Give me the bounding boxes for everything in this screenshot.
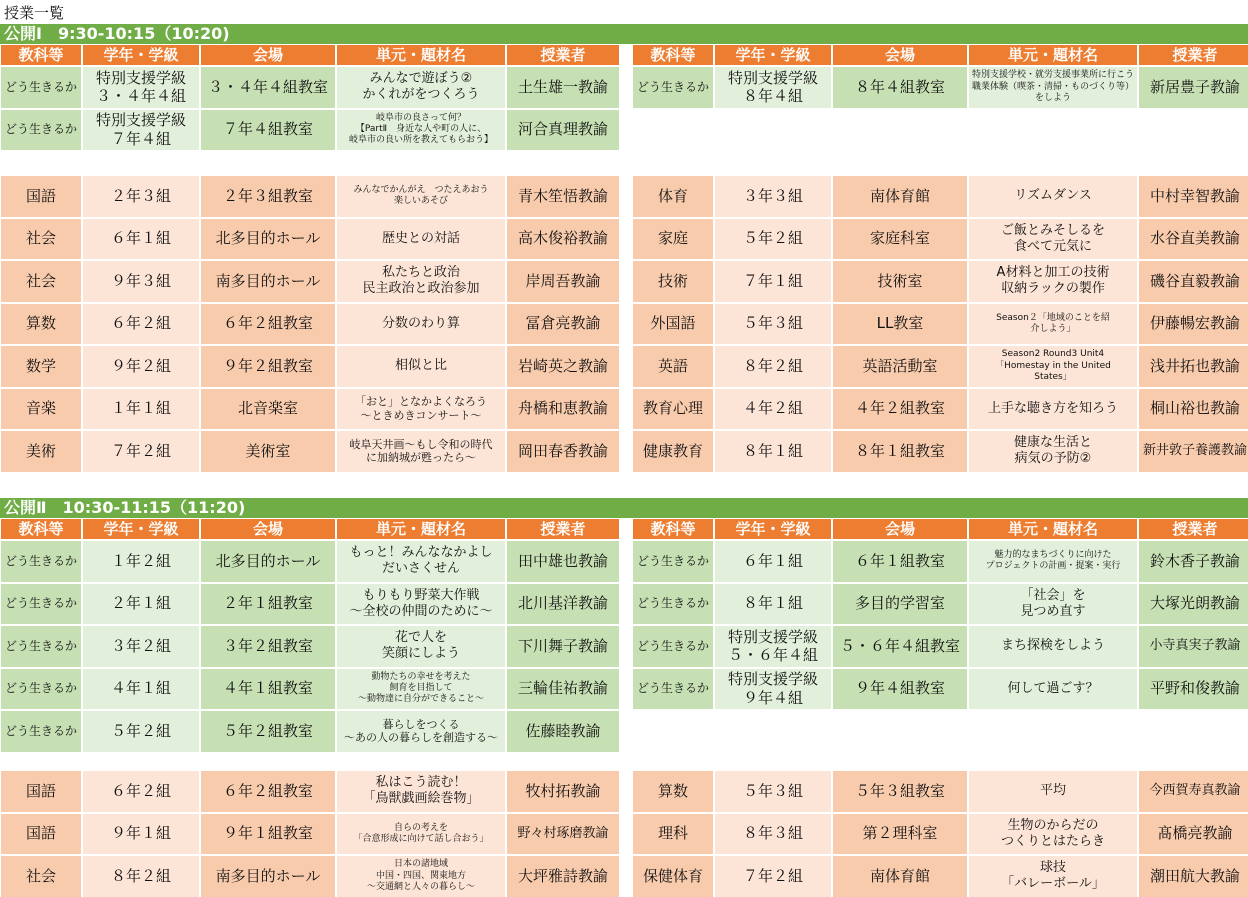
- cell-unit: まち探検をしよう: [969, 626, 1137, 667]
- cell-unit: 動物たちの幸せを考えた 飼育を目指して ～動物達に自分ができること～: [337, 669, 505, 710]
- cell-class: ９年１組: [83, 814, 199, 855]
- header-unit: 単元・題材名: [969, 519, 1137, 539]
- cell-subject: どう生きるか: [1, 541, 81, 582]
- header-subject: 教科等: [1, 519, 81, 539]
- cell-subject: 国語: [1, 771, 81, 812]
- cell-unit: もりもり野菜大作戦 ～全校の仲間のために～: [337, 584, 505, 625]
- cell-venue: ８年１組教室: [833, 431, 967, 472]
- cell-unit: Season2 Round3 Unit4 「Homestay in the United States」: [969, 346, 1137, 387]
- cell-subject: 社会: [1, 856, 81, 897]
- cell-class: 特別支援学級 ７年４組: [83, 110, 199, 151]
- cell-class: １年２組: [83, 541, 199, 582]
- cell-unit: 生物のからだの つくりとはたらき: [969, 814, 1137, 855]
- cell-class: ９年２組: [83, 346, 199, 387]
- header-unit: 単元・題材名: [337, 45, 505, 65]
- cell-teacher: 大坪雅詩教諭: [507, 856, 619, 897]
- cell-unit: 「社会」を 見つめ直す: [969, 584, 1137, 625]
- cell-unit: 暮らしをつくる ～あの人の暮らしを創造する～: [337, 711, 505, 752]
- cell-teacher: 新井敦子養護教諭: [1139, 431, 1248, 472]
- header-venue: 会場: [201, 45, 335, 65]
- cell-venue: 南多目的ホール: [201, 261, 335, 302]
- cell-venue: ４年２組教室: [833, 389, 967, 430]
- cell-class: ８年２組: [83, 856, 199, 897]
- cell-subject: 理科: [633, 814, 713, 855]
- cell-subject: どう生きるか: [1, 626, 81, 667]
- header-class: 学年・学級: [715, 519, 831, 539]
- cell-subject: 外国語: [633, 304, 713, 345]
- header-subject: 教科等: [633, 45, 713, 65]
- cell-venue: 北多目的ホール: [201, 219, 335, 260]
- cell-teacher: 水谷直美教諭: [1139, 219, 1248, 260]
- cell-teacher: 高木俊裕教諭: [507, 219, 619, 260]
- cell-subject: 算数: [1, 304, 81, 345]
- cell-subject: どう生きるか: [1, 711, 81, 752]
- cell-subject: 技術: [633, 261, 713, 302]
- cell-venue: ３・４年４組教室: [201, 67, 335, 108]
- cell-class: ８年１組: [715, 584, 831, 625]
- cell-class: ５年２組: [83, 711, 199, 752]
- header-venue: 会場: [201, 519, 335, 539]
- cell-unit: 歴史との対話: [337, 219, 505, 260]
- header-teacher: 授業者: [1139, 45, 1248, 65]
- cell-teacher: 新居豊子教諭: [1139, 67, 1248, 108]
- cell-unit: 花で人を 笑顔にしよう: [337, 626, 505, 667]
- cell-teacher: 大塚光朗教諭: [1139, 584, 1248, 625]
- cell-class: ７年２組: [715, 856, 831, 897]
- cell-venue: 南多目的ホール: [201, 856, 335, 897]
- cell-class: ２年１組: [83, 584, 199, 625]
- cell-venue: ５年３組教室: [833, 771, 967, 812]
- cell-subject: どう生きるか: [633, 67, 713, 108]
- cell-teacher: 土生雄一教諭: [507, 67, 619, 108]
- cell-venue: 英語活動室: [833, 346, 967, 387]
- cell-venue: ８年４組教室: [833, 67, 967, 108]
- cell-subject: 保健体育: [633, 856, 713, 897]
- cell-teacher: 岩崎英之教諭: [507, 346, 619, 387]
- cell-venue: ５・６年４組教室: [833, 626, 967, 667]
- cell-venue: ６年１組教室: [833, 541, 967, 582]
- cell-venue: 南体育館: [833, 856, 967, 897]
- cell-teacher: 河合真理教諭: [507, 110, 619, 151]
- cell-teacher: 冨倉亮教諭: [507, 304, 619, 345]
- cell-venue: 第２理科室: [833, 814, 967, 855]
- cell-venue: 北多目的ホール: [201, 541, 335, 582]
- cell-class: ８年１組: [715, 431, 831, 472]
- cell-venue: 技術室: [833, 261, 967, 302]
- header-teacher: 授業者: [1139, 519, 1248, 539]
- cell-venue: ６年２組教室: [201, 304, 335, 345]
- cell-teacher: 中村幸智教諭: [1139, 176, 1248, 217]
- cell-subject: どう生きるか: [1, 67, 81, 108]
- cell-teacher: 青木笙悟教諭: [507, 176, 619, 217]
- cell-venue: 北音楽室: [201, 389, 335, 430]
- cell-unit: 日本の諸地域 中国・四国、関東地方 ～交通網と人々の暮らし～: [337, 856, 505, 897]
- cell-venue: ２年３組教室: [201, 176, 335, 217]
- cell-teacher: 伊藤暢宏教諭: [1139, 304, 1248, 345]
- cell-unit: 分数のわり算: [337, 304, 505, 345]
- cell-subject: 国語: [1, 814, 81, 855]
- cell-subject: どう生きるか: [1, 669, 81, 710]
- cell-teacher: 浅井拓也教諭: [1139, 346, 1248, 387]
- cell-subject: どう生きるか: [633, 584, 713, 625]
- cell-unit: 健康な生活と 病気の予防②: [969, 431, 1137, 472]
- cell-class: ９年３組: [83, 261, 199, 302]
- cell-teacher: 鈴木香子教諭: [1139, 541, 1248, 582]
- header-venue: 会場: [833, 519, 967, 539]
- cell-unit: 私たちと政治 民主政治と政治参加: [337, 261, 505, 302]
- cell-class: ４年１組: [83, 669, 199, 710]
- cell-unit: 岐阜天井画～もし令和の時代 に加納城が甦ったら～: [337, 431, 505, 472]
- cell-unit: 魅力的なまちづくりに向けた プロジェクトの計画・提案・実行: [969, 541, 1137, 582]
- cell-teacher: 舟橋和恵教諭: [507, 389, 619, 430]
- cell-venue: ６年２組教室: [201, 771, 335, 812]
- cell-class: ５年３組: [715, 771, 831, 812]
- cell-unit: 平均: [969, 771, 1137, 812]
- cell-teacher: 潮田航大教諭: [1139, 856, 1248, 897]
- cell-teacher: 今西賀寿真教諭: [1139, 771, 1248, 812]
- cell-unit: A材料と加工の技術 収納ラックの製作: [969, 261, 1137, 302]
- cell-subject: 算数: [633, 771, 713, 812]
- cell-class: 特別支援学級 ９年４組: [715, 669, 831, 710]
- cell-class: ４年２組: [715, 389, 831, 430]
- cell-class: ６年１組: [715, 541, 831, 582]
- cell-unit: ご飯とみそしるを 食べて元気に: [969, 219, 1137, 260]
- cell-subject: 健康教育: [633, 431, 713, 472]
- cell-subject: どう生きるか: [633, 541, 713, 582]
- cell-unit: 上手な聴き方を知ろう: [969, 389, 1137, 430]
- cell-teacher: 野々村琢磨教諭: [507, 814, 619, 855]
- header-unit: 単元・題材名: [337, 519, 505, 539]
- cell-subject: 英語: [633, 346, 713, 387]
- cell-teacher: 下川舞子教諭: [507, 626, 619, 667]
- cell-class: ２年３組: [83, 176, 199, 217]
- cell-subject: 美術: [1, 431, 81, 472]
- cell-subject: どう生きるか: [633, 669, 713, 710]
- cell-class: ６年２組: [83, 304, 199, 345]
- cell-venue: ２年１組教室: [201, 584, 335, 625]
- cell-class: ８年３組: [715, 814, 831, 855]
- cell-teacher: 田中雄也教諭: [507, 541, 619, 582]
- cell-venue: ９年４組教室: [833, 669, 967, 710]
- cell-venue: 家庭科室: [833, 219, 967, 260]
- cell-class: ３年２組: [83, 626, 199, 667]
- cell-unit: Season２「地域のことを紹 介しよう」: [969, 304, 1137, 345]
- cell-unit: 相似と比: [337, 346, 505, 387]
- header-teacher: 授業者: [507, 519, 619, 539]
- cell-class: 特別支援学級 ８年４組: [715, 67, 831, 108]
- cell-subject: どう生きるか: [633, 626, 713, 667]
- cell-teacher: 桐山裕也教諭: [1139, 389, 1248, 430]
- cell-unit: 自らの考えを 「合意形成に向けて話し合おう」: [337, 814, 505, 855]
- cell-teacher: 北川基洋教諭: [507, 584, 619, 625]
- cell-venue: 多目的学習室: [833, 584, 967, 625]
- cell-teacher: 岡田春香教諭: [507, 431, 619, 472]
- cell-subject: 体育: [633, 176, 713, 217]
- cell-class: １年１組: [83, 389, 199, 430]
- cell-unit: 何して過ごす？: [969, 669, 1137, 710]
- header-subject: 教科等: [1, 45, 81, 65]
- cell-class: ６年１組: [83, 219, 199, 260]
- cell-class: ７年２組: [83, 431, 199, 472]
- header-venue: 会場: [833, 45, 967, 65]
- header-class: 学年・学級: [715, 45, 831, 65]
- session-bar: 公開Ⅱ 10:30-11:15（11:20): [0, 498, 1248, 518]
- cell-subject: 家庭: [633, 219, 713, 260]
- cell-class: ６年２組: [83, 771, 199, 812]
- cell-subject: どう生きるか: [1, 110, 81, 151]
- cell-venue: ７年４組教室: [201, 110, 335, 151]
- header-class: 学年・学級: [83, 519, 199, 539]
- cell-subject: 音楽: [1, 389, 81, 430]
- cell-subject: 社会: [1, 261, 81, 302]
- cell-teacher: 髙橋亮教諭: [1139, 814, 1248, 855]
- cell-unit: リズムダンス: [969, 176, 1137, 217]
- cell-teacher: 平野和俊教諭: [1139, 669, 1248, 710]
- cell-unit: 私はこう読む！ 「鳥獣戯画絵巻物」: [337, 771, 505, 812]
- cell-venue: LL教室: [833, 304, 967, 345]
- cell-venue: ５年２組教室: [201, 711, 335, 752]
- cell-venue: ３年２組教室: [201, 626, 335, 667]
- cell-venue: ９年１組教室: [201, 814, 335, 855]
- cell-subject: どう生きるか: [1, 584, 81, 625]
- header-unit: 単元・題材名: [969, 45, 1137, 65]
- cell-venue: 美術室: [201, 431, 335, 472]
- cell-class: ８年２組: [715, 346, 831, 387]
- cell-teacher: 小寺真実子教諭: [1139, 626, 1248, 667]
- cell-unit: もっと！みんななかよし だいさくせん: [337, 541, 505, 582]
- cell-class: ５年３組: [715, 304, 831, 345]
- cell-class: 特別支援学級 ３・４年４組: [83, 67, 199, 108]
- cell-class: ５年２組: [715, 219, 831, 260]
- cell-unit: 「おと」となかよくなろう ～ときめきコンサート～: [337, 389, 505, 430]
- cell-subject: 数学: [1, 346, 81, 387]
- cell-unit: 岐阜市の良さって何？ 【PartⅡ 身近な人や町の人に、 岐阜市の良い所を教えてもらおう】: [337, 110, 505, 151]
- cell-venue: ９年２組教室: [201, 346, 335, 387]
- cell-venue: ４年１組教室: [201, 669, 335, 710]
- cell-subject: 社会: [1, 219, 81, 260]
- cell-unit: みんなでかんがえ つたえあおう 楽しいあそび: [337, 176, 505, 217]
- cell-unit: 特別支援学校・就労支援事業所に行こう 職業体験（喫茶・清掃・ものづくり等） をしよう: [969, 67, 1137, 108]
- cell-teacher: 岸周吾教諭: [507, 261, 619, 302]
- cell-teacher: 佐藤睦教諭: [507, 711, 619, 752]
- cell-teacher: 磯谷直毅教諭: [1139, 261, 1248, 302]
- cell-class: ３年３組: [715, 176, 831, 217]
- cell-class: 特別支援学級 ５・６年４組: [715, 626, 831, 667]
- cell-unit: みんなで遊ぼう② かくれがをつくろう: [337, 67, 505, 108]
- cell-unit: 球技 「バレーボール」: [969, 856, 1137, 897]
- cell-class: ７年１組: [715, 261, 831, 302]
- header-subject: 教科等: [633, 519, 713, 539]
- header-class: 学年・学級: [83, 45, 199, 65]
- cell-teacher: 三輪佳祐教諭: [507, 669, 619, 710]
- cell-subject: 国語: [1, 176, 81, 217]
- cell-venue: 南体育館: [833, 176, 967, 217]
- page-title: 授業一覧: [4, 4, 65, 22]
- header-teacher: 授業者: [507, 45, 619, 65]
- cell-teacher: 牧村拓教諭: [507, 771, 619, 812]
- session-bar: 公開Ⅰ 9:30-10:15（10:20): [0, 24, 1248, 44]
- cell-subject: 教育心理: [633, 389, 713, 430]
